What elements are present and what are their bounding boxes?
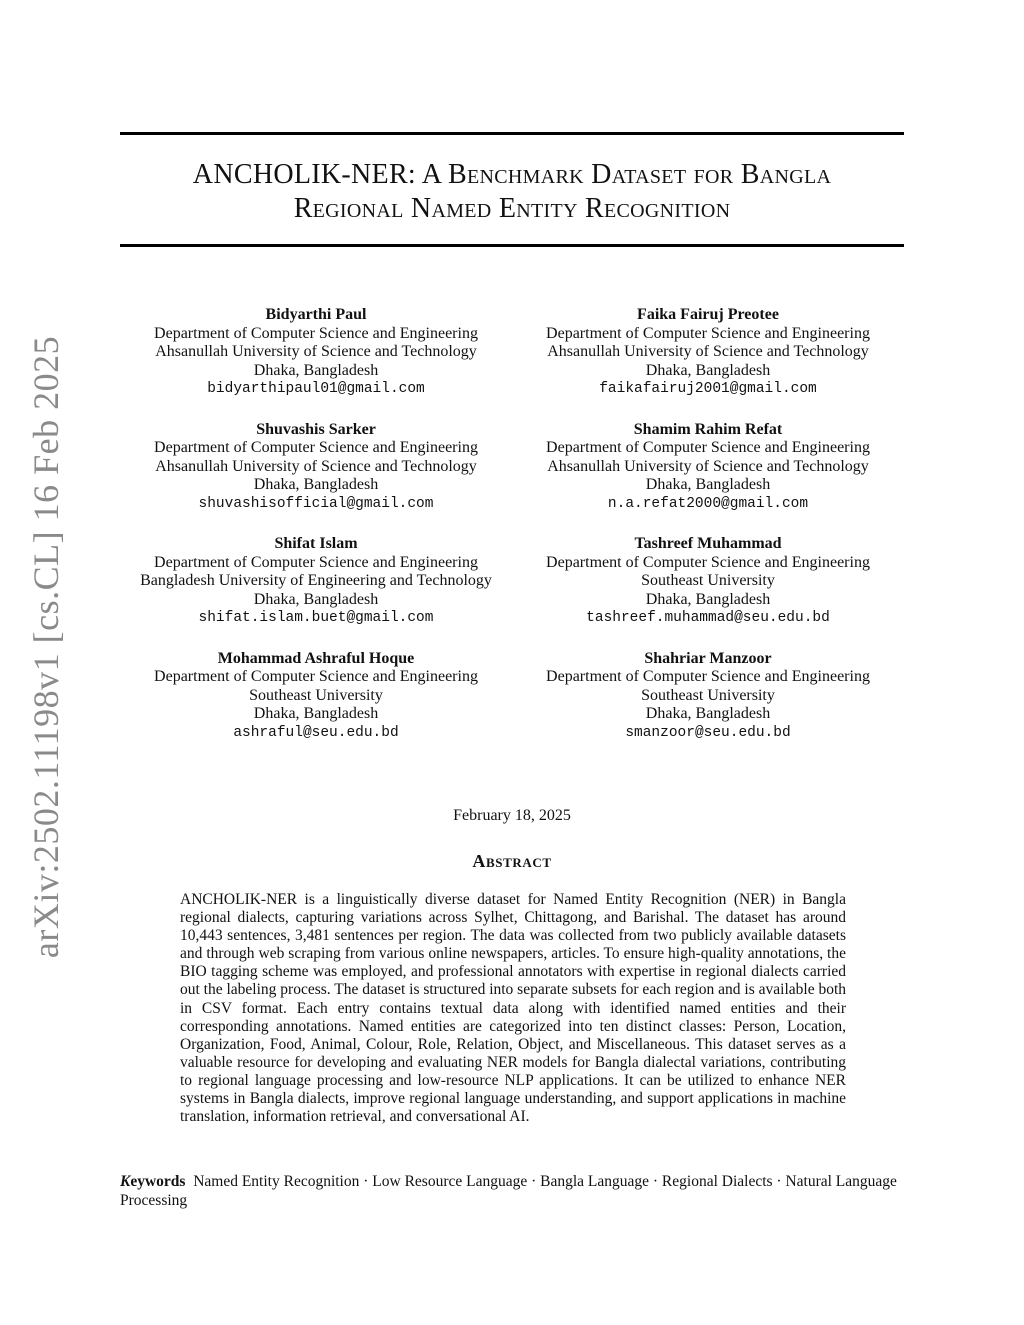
author-card [512,421,904,514]
author-name: Faika Fairuj Preotee [637,306,779,323]
author-university: Ahsanullah University of Science and Technology [547,343,869,360]
author-department: Department of Computer Science and Engineering [546,668,870,685]
author-university: Southeast University [641,686,775,704]
author-city: Dhaka, Bangladesh [253,361,379,379]
author-department: Department of Computer Science and Engineering [546,439,870,456]
author-card [512,306,904,399]
author-email[interactable]: shifat.islam.buet@gmail.com [198,610,434,626]
title-bottom-rule [120,244,904,247]
author-card [512,650,904,743]
author-city: Dhaka, Bangladesh [645,705,771,722]
author-card [120,421,512,514]
keywords-label-rest: eywords [130,1173,186,1190]
author-city: Dhaka, Bangladesh [253,705,379,722]
keywords-text: Named Entity Recognition · Low Resource Language · Bangla Language · Regional Dialects · Natural Language Processing [120,1173,897,1209]
author-block [120,306,904,764]
author-email[interactable]: shuvashisofficial@gmail.com [198,495,434,512]
author-row [120,306,904,399]
author-university: Southeast University [249,686,383,704]
author-city: Dhaka, Bangladesh [253,476,379,493]
author-email[interactable]: faikafairuj2001@gmail.com [599,381,817,397]
author-card [512,535,904,628]
author-name: Shahriar Manzoor [644,649,772,667]
author-row [120,421,904,514]
title-top-rule [120,132,904,135]
keywords-label-initial: K [120,1173,131,1190]
author-city: Dhaka, Bangladesh [645,476,771,493]
arxiv-stamp-text: arXiv:2502.11198v1 [cs.CL] 16 Feb 2025 [26,335,66,959]
author-email[interactable]: smanzoor@seu.edu.bd [625,724,791,741]
author-email[interactable]: ashraful@seu.edu.bd [233,724,399,741]
author-university: Ahsanullah University of Science and Technology [547,457,869,475]
abstract-heading: Abstract [472,851,552,871]
author-city: Dhaka, Bangladesh [645,361,771,379]
abstract-body: ANCHOLIK-NER is a linguistically diverse dataset for Named Entity Recognition (NER) in Bangla regional dialects, capturing variations across Sylhet, Chittagong, and Barishal. The dataset has around 10,443 sentences, 3,481 sentences per region. The data was collected from two publicly available datasets and through web scraping from various online newspapers, articles. To ensure high-quality annotations, the BIO tagging scheme was employed, and professional annotators with expertise in regional dialects carried out the labeling process. The dataset is structured into separate subsets for each region and is available both in CSV format. Each entry contains textual data along with identified named entities and their corresponding annotations. Named entities are categorized into ten distinct classes: Person, Location, Organization, Food, Animal, Colour, Role, Relation, Object, and Miscellaneous. This dataset serves as a valuable resource for developing and evaluating NER models for Bangla dialectal variations, contributing to regional language processing and low-resource NLP applications. It can be utilized to enhance NER systems in Bangla dialects, improve regional language understanding, and support applications in machine translation, information retrieval, and conversational AI. [180,891,847,1126]
author-name: Tashreef Muhammad [634,535,782,552]
author-department: Department of Computer Science and Engineering [154,668,478,685]
author-name: Mohammad Ashraful Hoque [217,649,415,667]
paper-title-line1: ANCHOLIK-NER: A Benchmark Dataset for Bangla [192,159,832,190]
paper-title-line2: Regional Named Entity Recognition [293,193,731,224]
author-row [120,535,904,628]
author-university: Ahsanullah University of Science and Technology [155,343,477,360]
author-department: Department of Computer Science and Engineering [154,324,478,342]
author-department: Department of Computer Science and Engineering [154,553,478,571]
author-city: Dhaka, Bangladesh [253,590,379,608]
author-name: Shamim Rahim Refat [633,420,783,438]
author-card [120,535,512,628]
paper-title [120,158,904,226]
author-name: Bidyarthi Paul [265,306,367,323]
author-department: Department of Computer Science and Engineering [546,324,870,342]
author-name: Shifat Islam [274,535,358,552]
author-card [120,650,512,743]
author-university: Bangladesh University of Engineering and Technology [140,572,492,589]
keywords-label [120,1173,185,1190]
author-department: Department of Computer Science and Engineering [154,439,478,456]
author-email[interactable]: tashreef.muhammad@seu.edu.bd [586,610,830,626]
keywords [120,1172,904,1210]
author-email[interactable]: bidyarthipaul01@gmail.com [207,381,425,397]
author-row [120,650,904,743]
author-email[interactable]: n.a.refat2000@gmail.com [607,495,809,512]
author-university: Ahsanullah University of Science and Technology [155,457,477,475]
author-name: Shuvashis Sarker [256,420,376,438]
author-city: Dhaka, Bangladesh [645,590,771,608]
author-department: Department of Computer Science and Engineering [546,553,870,571]
publication-date: February 18, 2025 [453,807,571,824]
author-card [120,306,512,399]
author-university: Southeast University [641,572,775,589]
arxiv-stamp [24,335,68,959]
